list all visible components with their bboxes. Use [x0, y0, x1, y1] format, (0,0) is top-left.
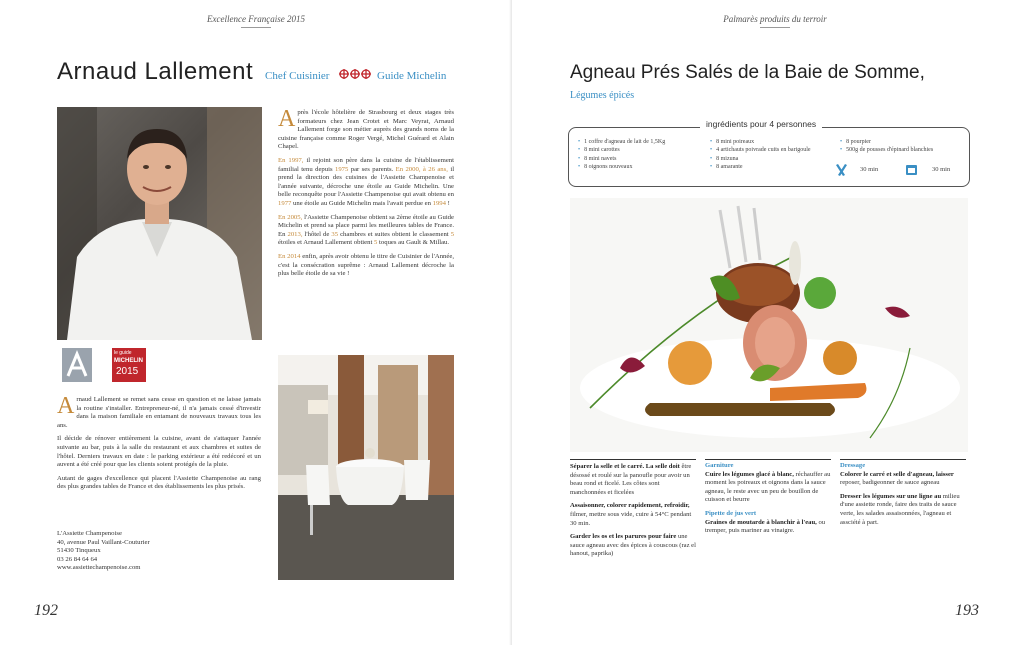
dressage-bold-1: Colorer le carré et selle d'agneau, laisser	[840, 470, 954, 478]
ingredients-col-3	[840, 138, 933, 155]
num-5-stars: 5	[450, 230, 455, 238]
story-paragraph-3: Autant de gages d'excellence qui placent l'Assiette Champenoise au rang des plus grandes tables de France et des établissements les plus prisés.	[57, 474, 261, 491]
address-city: 51430 Tinqueux	[57, 547, 101, 555]
michelin-logo-top: le guide	[114, 350, 132, 356]
num-35: 35	[331, 230, 339, 238]
story-paragraph-1: rnaud Lallement se remet sans cesse en question et ne laisse jamais la routine s'installer. Entrepreneur-né, il n'a jamais cessé d'investir dans la maison familiale en entamant de nouveaux travaux tous les ans.	[57, 396, 261, 429]
garniture-text: réchauffer au moment les poireaux et oignons dans la sauce agneau, le reste avec un peu de bouillon de cuisson et beurre	[705, 470, 831, 504]
bio-paragraph-1: près l'école hôtelière de Strasbourg et deux stages très formateurs chez Jean Crotet et Marc Veyrat, Arnaud Lallement forge son métier auprès des grands noms de la cuisine française comme Roger Vergé, Michel Guérard et Alain Chapel.	[278, 109, 454, 151]
bio-p2-text4: une étoile au Guide Michelin mais l'avait perdue en	[293, 199, 431, 207]
bio-p3-text5: toques au Gault & Millau.	[379, 239, 450, 247]
award-logos	[62, 346, 152, 386]
step-1-bold: Séparer la selle et le carré. La selle doit	[570, 463, 680, 470]
story-dropcap: A	[57, 393, 75, 419]
step-3-bold: Garder les os et les parures pour faire	[570, 533, 677, 541]
ingredient-item: • 8 amarante	[710, 163, 743, 170]
ingredient-item: • 500g de pousses d'épinard blanchies	[840, 147, 934, 154]
dressage-text-2: milieu d'une assiette ronde, faire des traits de sauce verte, les salades assaisonnées, l'agneau et assciété à part.	[840, 492, 960, 526]
ingredient-item: • 1 coffre d'agneau de lait de 1,5Kg	[578, 139, 666, 145]
bio-p3-text4: étoiles et Arnaud Lallement obtient	[278, 239, 373, 247]
ingredients-col-1	[578, 138, 665, 171]
bio-p2-text1: il rejoint son père dans la cuisine de l'établissement familial tenu depuis	[278, 156, 454, 173]
year-2005: En 2005,	[278, 213, 303, 221]
page-number-right: 193	[955, 602, 979, 619]
year-1977: 1977	[278, 199, 292, 207]
steps-col-1	[570, 463, 696, 564]
dish-title: Agneau Prés Salés de la Baie de Somme,	[570, 62, 925, 83]
year-1997: En 1997,	[278, 156, 304, 164]
garniture-bold: Cuire les légumes glacé à blanc,	[705, 470, 794, 478]
year-1975: 1975	[334, 165, 349, 173]
dressage-heading: Dressage	[840, 462, 866, 469]
address-name: L'Assiette Champenoise	[57, 530, 122, 537]
address-website: www.assiettechampenoise.com	[57, 564, 141, 572]
cook-time-icon	[906, 165, 917, 175]
pipette-heading: Pipette de jus vert	[705, 509, 757, 517]
step-2-text: filmer, mettre sous vide, cuire à 54°C pendant	[570, 510, 692, 518]
ingredients-col-2	[710, 138, 811, 171]
steps-col-3	[840, 462, 966, 532]
steps-col-2	[705, 462, 831, 541]
ingredient-item: • 4 artichauts poivrade cuits en barigoule	[710, 147, 811, 154]
chef-name: Arnaud Lallement	[57, 58, 254, 85]
story-paragraph-2: Il décide de rénover entièrement la cuisine, avant de s'attaquer l'année suivante au bar, puis à la salle du restaurant et aux chambres et suites de l'hôtel. Derniers travaux en date : le parking extérieur a été redécoré et un auvent a été créé pour que les clients soient protégés de la pluie.	[57, 435, 261, 469]
guide-label: Guide Michelin	[377, 70, 447, 82]
garniture-heading: Garniture	[705, 462, 734, 469]
bio-p2-text2: par ses parents.	[350, 165, 394, 173]
ingredient-item: • 8 mini carottes	[578, 147, 620, 154]
rule-col-3	[840, 459, 966, 460]
ingredient-item: • 8 mini navets	[578, 155, 617, 162]
year-2014: En 2014	[278, 252, 301, 260]
step-2-tail: 30 min.	[570, 519, 591, 527]
step-1-text: être désossé et roulé sur la panoufle pour avoir un beau rond et ficelé. Les côtes sont manchonnées et ficelées	[570, 463, 692, 496]
prep-time-icon	[836, 164, 847, 176]
dressage-text-1: reposer, badigeonner de sauce agneau	[840, 479, 940, 487]
ingredient-item: • 8 mizuna	[710, 155, 739, 162]
story-text	[57, 393, 261, 497]
year-1994: 1994	[432, 199, 446, 207]
ingredient-item: • 8 mini poireaux	[710, 139, 755, 145]
bio-p2-text3: il prend la direction des cuisines de l'Assiette Champenoise et l'année suivante, décroche une étoile au Guide Michelin. Une belle reconquête pour l'Assiette Champenoise qui avait obtenu en	[278, 165, 455, 199]
num-5-toques: 5	[374, 239, 378, 247]
relais-logo-icon	[62, 346, 152, 386]
bio-dropcap: A	[278, 106, 296, 132]
running-head-left: Excellence Française 2015	[206, 14, 306, 28]
year-2013: 2013,	[287, 230, 303, 238]
page-number-left: 192	[34, 602, 58, 619]
michelin-logo-year: 2015	[116, 366, 139, 377]
dining-room-image	[278, 355, 454, 580]
dish-subtitle: Légumes épicés	[570, 90, 635, 101]
ingredient-item: • 8 oignons nouveaux	[578, 163, 633, 170]
cook-time: 30 min	[932, 166, 951, 173]
bio-p3-text3: chambres et suites obtient le classement	[340, 230, 449, 238]
rule-col-2	[705, 459, 831, 460]
restaurant-address	[57, 530, 150, 573]
prep-time: 30 min	[860, 166, 879, 173]
chef-title: Chef Cuisinier	[265, 70, 330, 82]
michelin-stars-icon	[338, 66, 372, 82]
year-2000: En 2000, à 26 ans,	[395, 165, 448, 173]
bio-p3-text2: l'hôtel de	[304, 230, 330, 238]
bio-p4-text: enfin, après avoir obtenu le titre de Cuisinier de l'Année, c'est la consécration suprême : Arnaud Lallement décroche la plus belle étoile de sa vie !	[278, 252, 454, 278]
michelin-logo-text: MICHELIN	[114, 358, 143, 364]
step-3-text: une sauce agneau avec des épices à couscous (raz el hanout, paprika)	[570, 533, 696, 558]
dish-image	[570, 198, 968, 452]
bio-p3-text1: l'Assiette Champenoise obtient sa 2ème étoile au Guide Michelin et prend sa place parmi les meilleures tables de France. En	[278, 213, 454, 238]
ingredient-item: • 8 pourpier	[840, 139, 871, 145]
pipette-bold: Graines de moutarde à blanchir à l'eau,	[705, 518, 817, 526]
rule-col-1	[570, 459, 696, 460]
bio-text	[278, 106, 455, 284]
dressage-bold-2: Dresser les légumes sur une ligne au	[840, 492, 942, 500]
ingredients-label: ingrédients pour 4 personnes	[700, 119, 822, 129]
pipette-text: ou tremper, puis mariner au vinaigre.	[705, 518, 826, 535]
bio-p2-text5: !	[447, 199, 450, 207]
chef-portrait-image	[57, 107, 262, 340]
address-street: 40, avenue Paul Vaillant-Couturier	[57, 538, 150, 546]
step-2-bold: Assaisonner, colorer rapidement, refroidir,	[570, 502, 690, 510]
address-phone: 03 26 84 64 64	[57, 555, 98, 563]
running-head-right: Palmarès produits du terroir	[710, 14, 840, 28]
